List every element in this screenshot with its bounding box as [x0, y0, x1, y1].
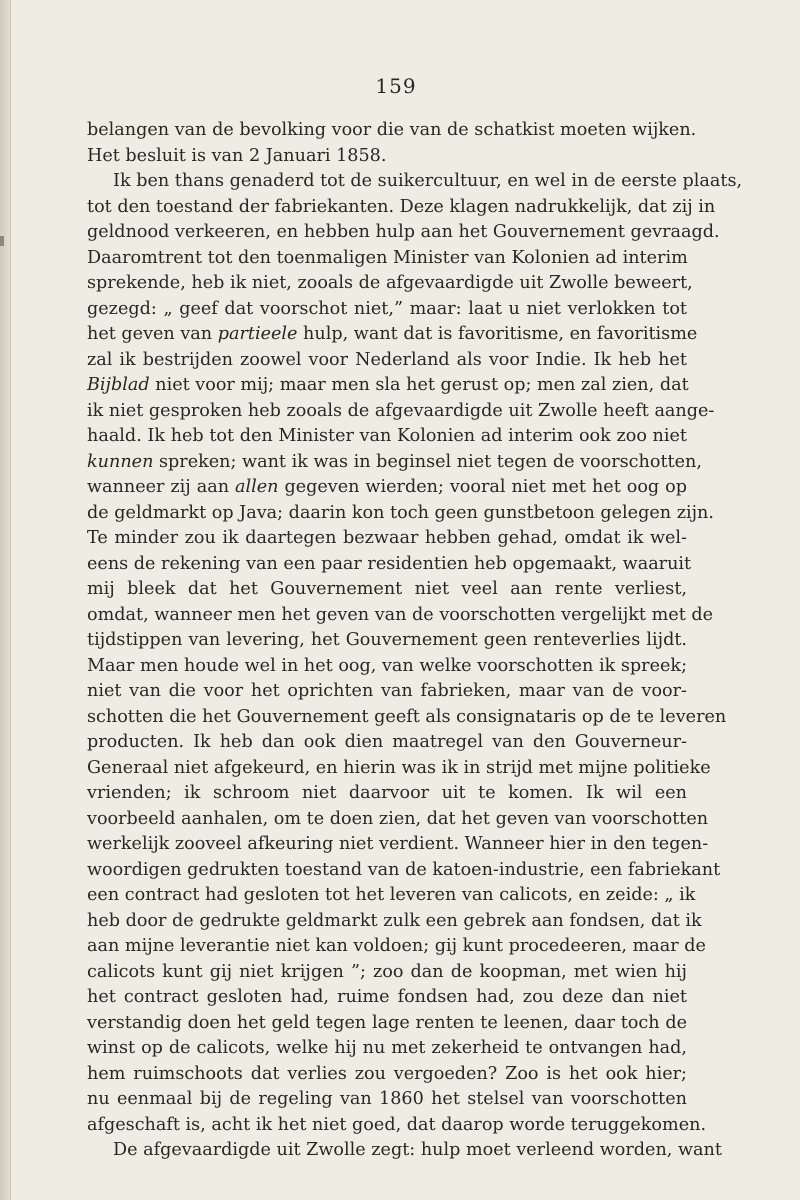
text-run: mij bleek dat het Gouvernement niet veel aan rente verliest, — [87, 579, 687, 599]
text-run: eens de rekening van een paar residentien heb opgemaakt, waaruit — [87, 553, 692, 574]
text-run: Te minder zou ik daartegen bezwaar hebben gehad, omdat ik wel- — [87, 528, 687, 548]
text-run: calicots kunt gij niet krijgen ”; zoo dan de koopman, met wien hij — [87, 961, 687, 982]
book-spine-edge — [0, 0, 10, 1200]
text-run: Ik ben thans genaderd tot de suikercultuur, en wel in de eerste plaats, — [113, 171, 743, 191]
text-line — [87, 832, 709, 858]
text-run: vrienden; ik schroom niet daarvoor uit te komen. Ik wil een — [87, 783, 687, 803]
text-run: woordigen gedrukten toestand van de katoen-industrie, een fabriekant — [87, 859, 721, 880]
text-run: gezegd: „ geef dat voorschot niet,” maar: laat u niet verlokken tot — [87, 298, 687, 319]
text-run: nu eenmaal bij de regeling van 1860 het stelsel van voorschotten — [87, 1089, 687, 1109]
text-line — [87, 1087, 687, 1113]
text-run: Daaromtrent tot den toenmaligen Minister van Kolonien ad interim — [87, 247, 688, 268]
text-line — [87, 169, 743, 195]
text-line — [87, 705, 727, 731]
italic-text-run: allen — [234, 477, 279, 497]
text-line — [87, 501, 714, 527]
text-run: tijdstippen van levering, het Gouvernement geen renteverlies lijdt. — [87, 630, 687, 650]
text-line — [87, 934, 706, 960]
text-run: aan mijne leverantie niet kan voldoen; gij kunt procedeeren, maar de — [87, 936, 706, 956]
text-run: verstandig doen het geld tegen lage renten te leenen, daar toch de — [87, 1012, 687, 1033]
text-line — [87, 883, 696, 909]
text-run: Generaal niet afgekeurd, en hierin was ik in strijd met mijne politieke — [87, 757, 711, 778]
text-line — [87, 909, 702, 935]
text-run: gegeven wierden; vooral niet met het oog op — [278, 477, 687, 497]
book-page — [10, 0, 800, 1200]
text-line — [87, 552, 692, 578]
text-run: zal ik bestrijden zoowel voor Nederland als voor Indie. Ik heb het — [87, 349, 687, 370]
text-line — [87, 577, 687, 603]
text-run: geldnood verkeeren, en hebben hulp aan het Gouvernement gevraagd. — [87, 222, 720, 242]
text-line — [87, 195, 716, 221]
text-line — [87, 628, 687, 654]
text-run: omdat, wanneer men het geven van de voorschotten vergelijkt met de — [87, 604, 714, 625]
text-line — [87, 271, 693, 297]
text-run: producten. Ik heb dan ook dien maatregel van den Gouverneur- — [87, 732, 687, 752]
text-line — [87, 603, 714, 629]
text-line — [87, 297, 687, 323]
text-run: afgeschaft is, acht ik het niet goed, dat daarop worde teruggekomen. — [87, 1114, 707, 1135]
text-run: schotten die het Gouvernement geeft als consignataris op de te leveren — [87, 706, 727, 727]
text-line — [87, 450, 702, 476]
text-run: het geven van — [87, 324, 218, 344]
text-line — [87, 781, 687, 807]
text-line — [87, 118, 697, 144]
text-run: voorbeeld aanhalen, om te doen zien, dat het geven van voorschotten — [87, 808, 709, 829]
text-line — [87, 1036, 687, 1062]
text-line — [87, 220, 720, 246]
text-run: wanneer zij aan — [87, 477, 235, 497]
text-run: sprekende, heb ik niet, zooals de afgevaardigde uit Zwolle beweert, — [87, 273, 693, 293]
text-run: hulp, want dat is favoritisme, en favoritisme — [297, 324, 698, 344]
text-line — [87, 526, 687, 552]
text-line — [87, 730, 687, 756]
italic-text-run: kunnen — [87, 451, 154, 472]
text-run: werkelijk zooveel afkeuring niet verdient. Wanneer hier in den tegen- — [87, 834, 709, 854]
page-number: 159 — [375, 74, 417, 98]
text-line — [87, 475, 687, 501]
text-run: heb door de gedrukte geldmarkt zulk een gebrek aan fondsen, dat ik — [87, 910, 702, 931]
text-run: het contract gesloten had, ruime fondsen had, zou deze dan niet — [87, 987, 687, 1007]
text-line — [87, 858, 721, 884]
text-line — [87, 373, 687, 399]
text-run: spreken; want ik was in beginsel niet tegen de voorschotten, — [153, 451, 702, 472]
text-line — [87, 960, 687, 986]
italic-text-run: Bijblad — [87, 375, 150, 395]
text-run: winst op de calicots, welke hij nu met zekerheid te ontvangen had, — [87, 1038, 687, 1058]
italic-text-run: partieele — [217, 324, 298, 344]
margin-mark — [0, 236, 4, 246]
text-run: haald. Ik heb tot den Minister van Kolonien ad interim ook zoo niet — [87, 426, 687, 446]
text-line — [87, 322, 698, 348]
text-run: tot den toestand der fabriekanten. Deze klagen nadrukkelijk, dat zij in — [87, 196, 716, 217]
text-line — [87, 1062, 687, 1088]
text-run: hem ruimschoots dat verlies zou vergoeden? Zoo is het ook hier; — [87, 1063, 687, 1084]
text-line — [87, 399, 715, 425]
text-run: niet voor mij; maar men sla het gerust op; men zal zien, dat — [149, 375, 689, 395]
text-line — [87, 985, 687, 1011]
text-line — [87, 424, 687, 450]
text-run: De afgevaardigde uit Zwolle zegt: hulp moet verleend worden, want — [113, 1140, 722, 1160]
text-line — [87, 1113, 707, 1139]
paragraph — [87, 1138, 722, 1164]
paragraph — [87, 118, 697, 169]
text-line — [87, 807, 709, 833]
text-line — [87, 654, 687, 680]
body-text — [87, 118, 743, 1164]
text-line — [87, 756, 711, 782]
text-line — [87, 144, 687, 170]
text-line — [87, 246, 687, 272]
text-run: ik niet gesproken heb zooals de afgevaardigde uit Zwolle heeft aange- — [87, 400, 715, 421]
text-run: Maar men houde wel in het oog, van welke voorschotten ik spreek; — [87, 655, 687, 676]
text-run: Het besluit is van 2 Januari 1858. — [87, 145, 387, 166]
text-line — [87, 348, 687, 374]
text-run: niet van die voor het oprichten van fabrieken, maar van de voor- — [87, 681, 687, 701]
text-line — [87, 679, 687, 705]
text-run: een contract had gesloten tot het leveren van calicots, en zeide: „ ik — [87, 885, 696, 905]
text-run: belangen van de bevolking voor die van de schatkist moeten wijken. — [87, 120, 697, 140]
paragraph — [87, 169, 743, 1138]
text-line — [87, 1011, 687, 1037]
text-run: de geldmarkt op Java; daarin kon toch geen gunstbetoon gelegen zijn. — [87, 502, 714, 523]
text-line — [87, 1138, 722, 1164]
